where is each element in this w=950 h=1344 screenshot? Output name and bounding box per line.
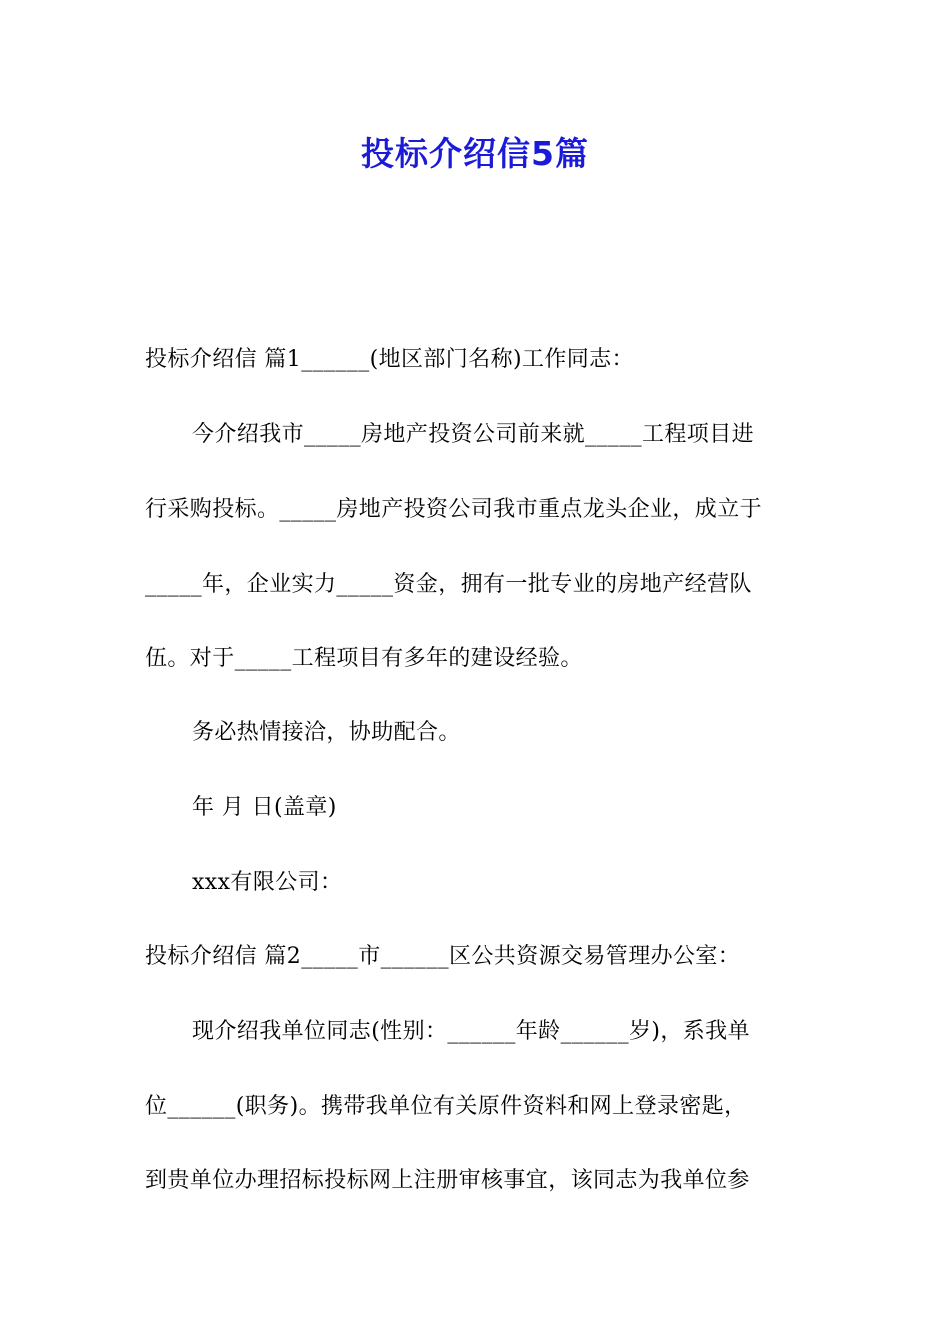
document-title: 投标介绍信5篇 [361,134,589,173]
paragraph-line: xxx有限公司： [192,870,343,895]
paragraph-line: _____年，企业实力_____资金，拥有一批专业的房地产经营队 [145,572,752,597]
paragraph-line: 伍。对于_____工程项目有多年的建设经验。 [145,646,583,671]
paragraph-line: 年 月 日(盖章) [192,795,337,820]
paragraph-line: 行采购投标。_____房地产投资公司我市重点龙头企业，成立于 [145,497,763,522]
paragraph-line: 到贵单位办理招标投标网上注册审核事宜，该同志为我单位参 [145,1168,750,1193]
paragraph-line: 务必热情接洽，协助配合。 [192,720,461,745]
paragraph-line: 现介绍我单位同志(性别：______年龄______岁)，系我单 [192,1019,750,1044]
paragraph-line: 投标介绍信 篇1______(地区部门名称)工作同志： [145,347,634,372]
paragraph-line: 投标介绍信 篇2_____市______区公共资源交易管理办公室： [145,944,741,969]
paragraph-line: 位______(职务)。携带我单位有关原件资料和网上登录密匙， [145,1094,747,1119]
paragraph-line: 今介绍我市_____房地产投资公司前来就_____工程项目进 [192,422,755,447]
